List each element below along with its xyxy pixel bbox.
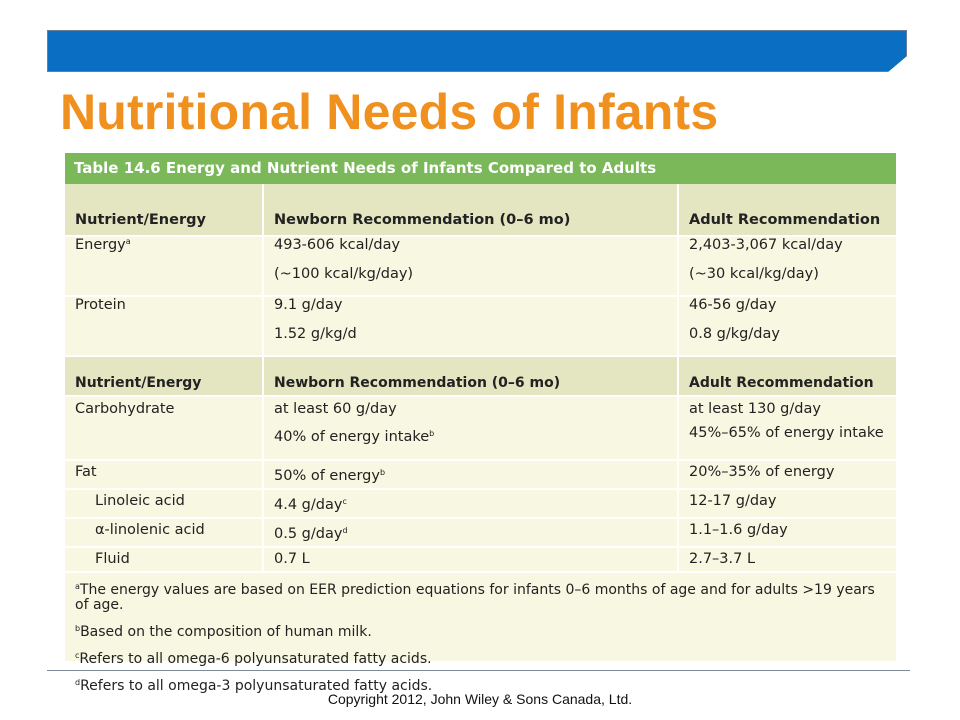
footnote-mark: c [342,497,347,506]
cell-value: (~30 kcal/kg/day) [689,266,819,282]
cell-value: 20%–35% of energy [678,460,896,489]
table-row-linoleic [65,489,896,518]
cell-value: 0.8 g/kg/day [689,326,780,342]
cell-label: α-linolenic acid [65,518,263,547]
cell-value: (~100 kcal/kg/day) [274,266,414,282]
cell-value: 2,403-3,067 kcal/day [689,237,843,253]
header-nutrient: Nutrient/Energy [65,184,263,236]
header-newborn: Newborn Recommendation (0–6 mo) [263,356,678,396]
cell-value: 0.5 g/day [274,526,343,542]
header-adult: Adult Recommendation [678,184,896,236]
cell-label: Linoleic acid [65,489,263,518]
cell-label: Fluid [65,547,263,571]
footnote-mark: b [379,468,386,477]
table-footnotes [65,571,896,694]
table-row-carbohydrate [65,396,896,460]
cell-label: Energy [75,237,126,253]
nutrient-table-grid [65,184,896,571]
footnote-c: $^c$Refers to all omega-6 polyunsaturated fatty acids. [75,651,432,667]
cell-value: 1.1–1.6 g/day [678,518,896,547]
footnote-mark: b [429,429,435,438]
cell-value: 4.4 g/day [274,497,343,513]
cell-value: 9.1 g/day [274,297,343,313]
copyright-text: Copyright 2012, John Wiley & Sons Canada, Ltd. [327,691,633,707]
footnote-a: $^a$The energy values are based on EER prediction equations for infants 0–6 months of age and for adults >19 years of age. [75,582,875,613]
cell-value: 40% of energy intake [274,429,430,445]
cell-value: 493-606 kcal/day [274,237,401,253]
table-header-row [65,184,896,236]
table-header-row-repeat [65,356,896,396]
footnote-mark: d [342,526,348,535]
cell-label: Protein [75,297,126,313]
header-nutrient: Nutrient/Energy [65,356,263,396]
footnote-mark: a [125,237,131,246]
footnote-d: $^d$Refers to all omega-3 polyunsaturated fatty acids. [75,678,433,694]
cell-value: 2.7–3.7 L [678,547,896,571]
footer-divider [47,670,910,671]
table-row-fluid [65,547,896,571]
cell-value: 45%–65% of energy intake [689,425,884,441]
cell-value: 0.7 L [263,547,678,571]
cell-value: at least 130 g/day [689,401,821,417]
cell-value: 46-56 g/day [689,297,777,313]
table-row-fat [65,460,896,489]
header-adult: Adult Recommendation [678,356,896,396]
nutrient-table [65,153,896,694]
slide-title: Nutritional Needs of Infants [60,84,719,140]
cell-value: at least 60 g/day [274,401,397,417]
cell-value: 12-17 g/day [678,489,896,518]
cell-label: Carbohydrate [75,401,175,417]
table-row-energy [65,236,896,296]
cell-value: 1.52 g/kg/d [274,326,357,342]
footnote-b: $^b$Based on the composition of human milk. [75,624,372,640]
cell-label: Fat [65,460,263,489]
table-caption: Table 14.6 Energy and Nutrient Needs of Infants Compared to Adults [65,153,896,184]
table-row-alpha-linolenic [65,518,896,547]
table-row-protein [65,296,896,356]
cell-value: 50% of energy [274,468,380,484]
header-newborn: Newborn Recommendation (0–6 mo) [263,184,678,236]
header-banner [47,30,907,72]
